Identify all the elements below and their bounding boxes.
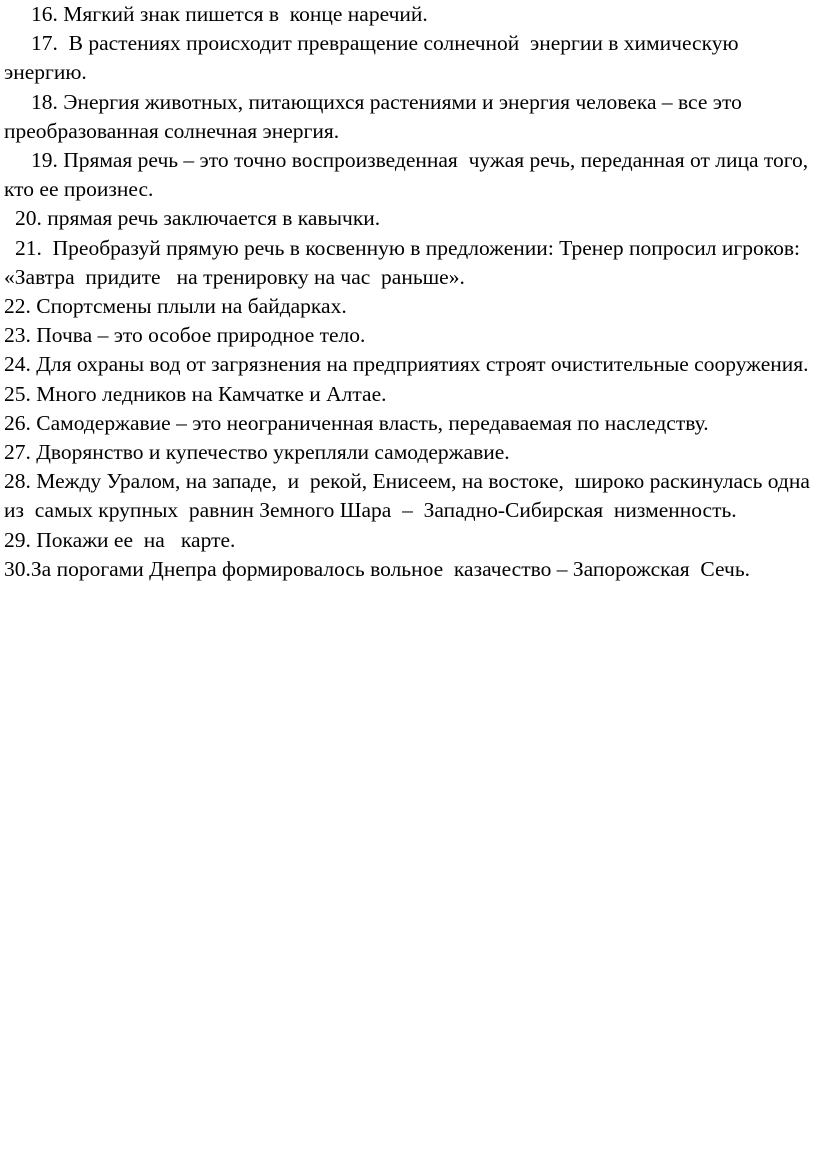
sentence-20: 20. прямая речь заключается в кавычки.	[15, 206, 381, 231]
sentence-21: 21. Преобразуй прямую речь в косвенную в предложении: Тренер попросил игроков: «Завтра придите на тренировку на час раньше».	[4, 235, 806, 289]
sentence-16: 16. Мягкий знак пишется в конце наречий.	[31, 2, 428, 26]
sentence-27: 27. Дворянство и купечество укрепляли самодержавие.	[4, 440, 510, 465]
sentence-22: 22. Спортсмены плыли на байдарках.	[4, 294, 347, 319]
sentence-19: 19. Прямая речь – это точно воспроизведенная чужая речь, переданная от лица того, кто ее произнес.	[4, 148, 814, 202]
sentence-26: 26. Самодержавие – это неограниченная власть, передаваемая по наследству.	[4, 410, 709, 435]
sentence-23: 23. Почва – это особое природное тело.	[4, 323, 366, 348]
sentence-24: 24. Для охраны вод от загрязнения на предприятиях строят очистительные сооружения.	[4, 352, 809, 377]
sentence-28: 28. Между Уралом, на западе, и рекой, Енисеем, на востоке, широко раскинулась одна из самых крупных равнин Земного Шара – Западно-Сибирская низменность.	[4, 469, 816, 523]
sentence-list	[4, 0, 816, 584]
sentence-17: 17. В растениях происходит превращение солнечной энергии в химическую энергию.	[4, 31, 744, 85]
sentence-18: 18. Энергия животных, питающихся растениями и энергия человека – все это преобразованная солнечная энергия.	[4, 89, 748, 143]
sentence-29: 29. Покажи ее на карте.	[4, 527, 236, 552]
sentence-25: 25. Много ледников на Камчатке и Алтае.	[4, 381, 387, 406]
sentence-30: 30.За порогами Днепра формировалось вольное казачество – Запорожская Сечь.	[4, 556, 751, 581]
